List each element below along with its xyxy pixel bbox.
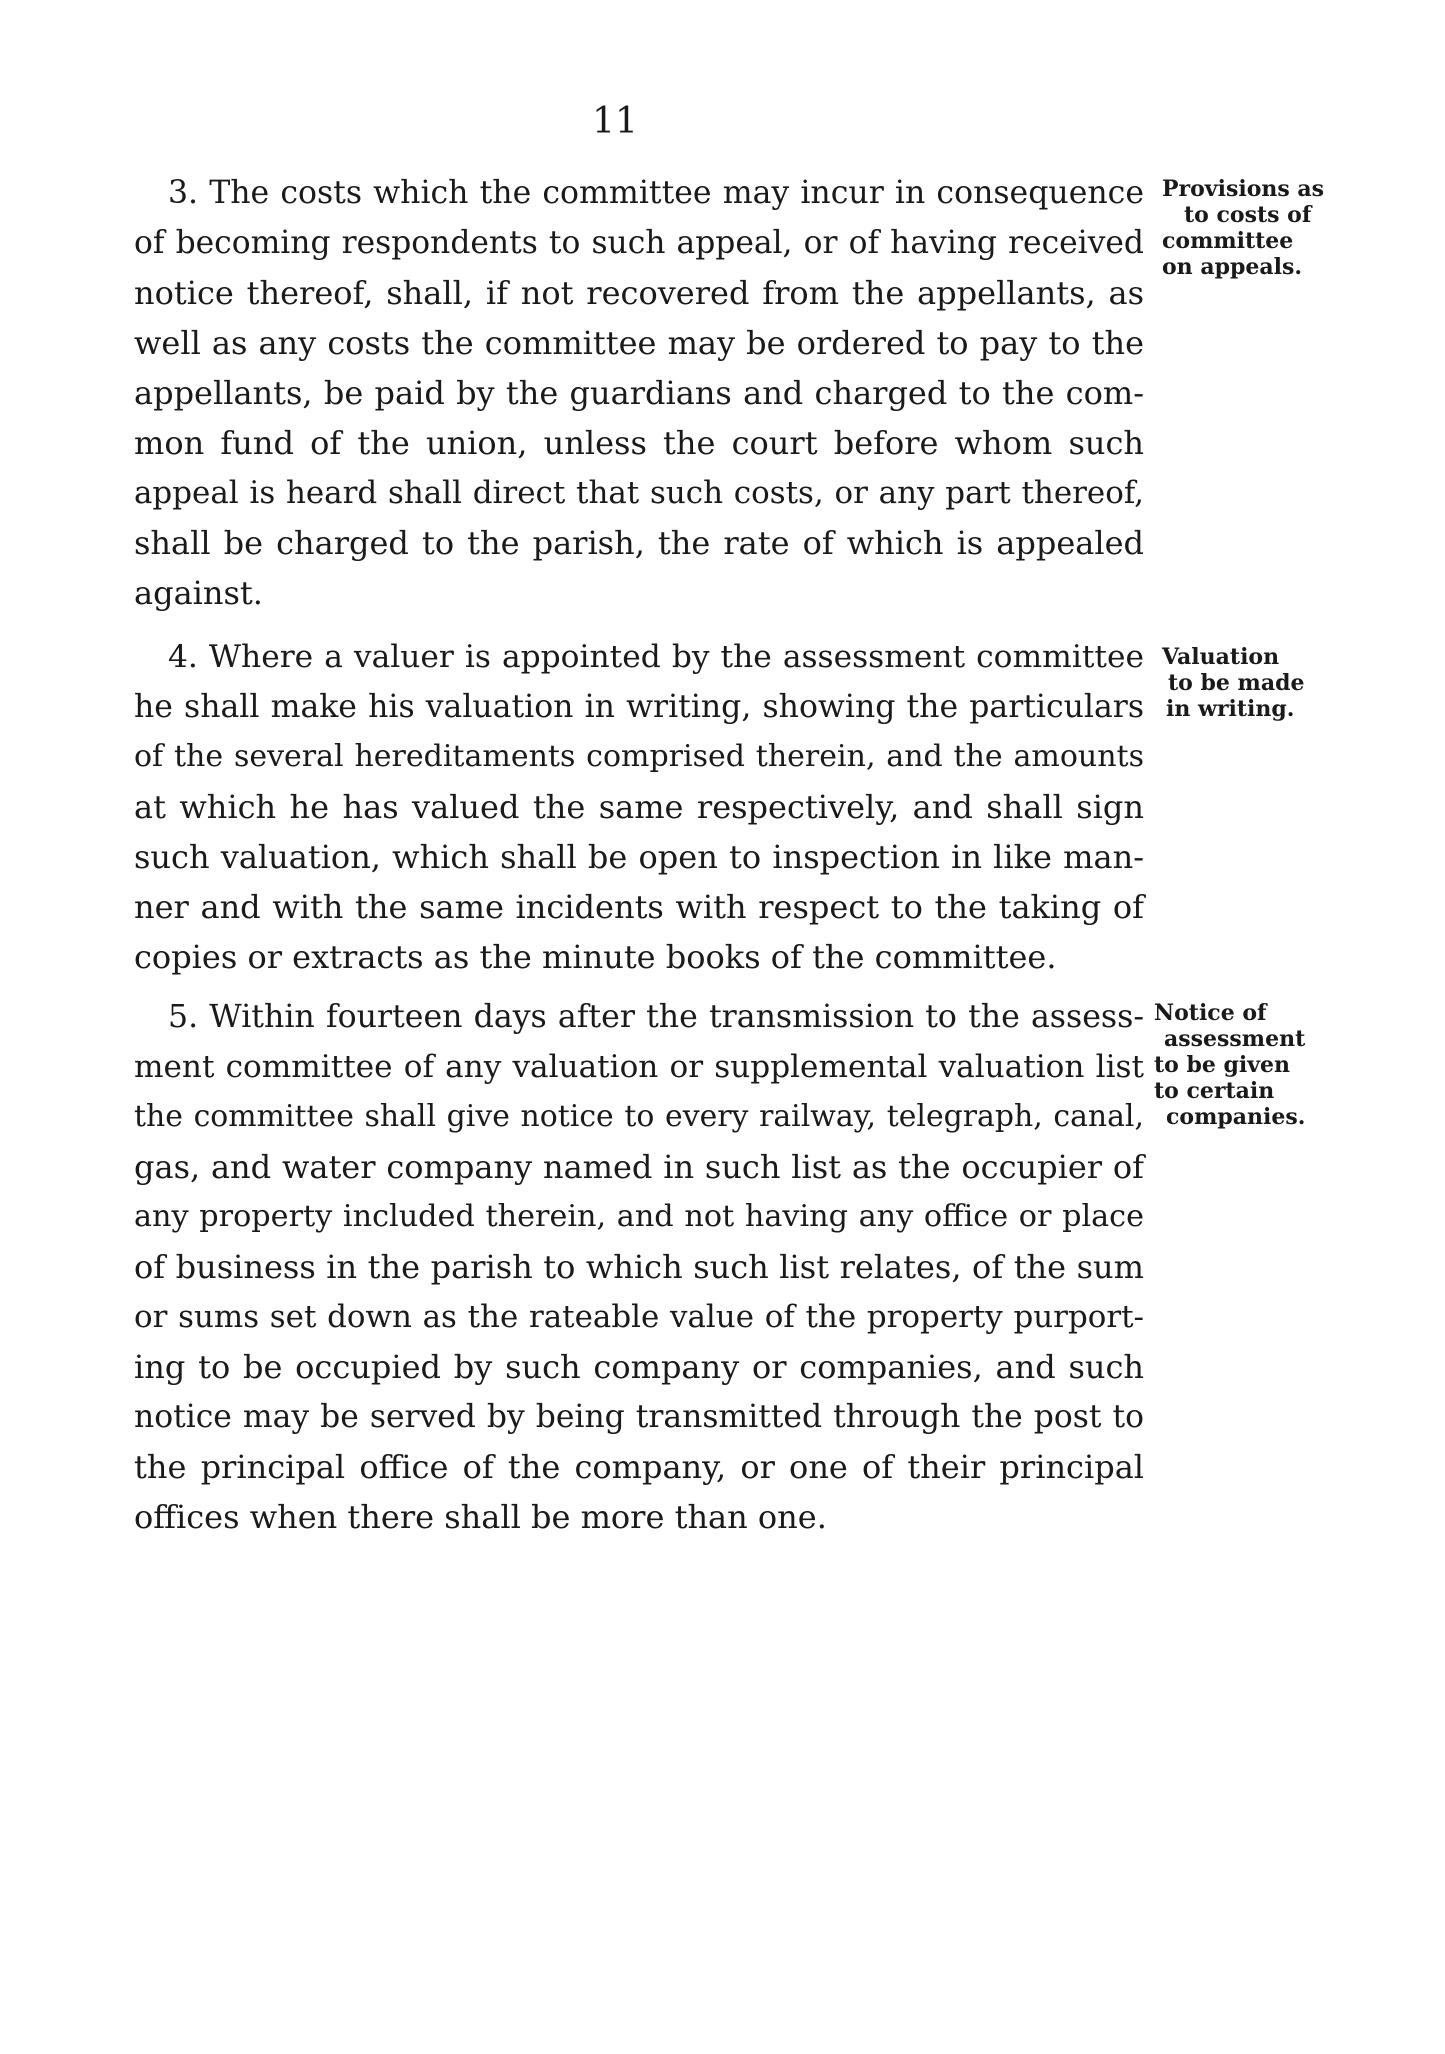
- text-line: ment committee of any valuation or supplemental valuation list: [134, 1049, 1144, 1085]
- text-line: well as any costs the committee may be ordered to pay to the: [134, 324, 1144, 362]
- text-line: against.: [134, 574, 263, 612]
- text-line: shall be charged to the parish, the rate of which is appealed: [134, 524, 1144, 562]
- text-line: appellants, be paid by the guardians and charged to the com-: [134, 374, 1144, 412]
- sidenote-line: committee: [1162, 228, 1294, 254]
- sidenote-line: on appeals.: [1162, 254, 1303, 280]
- text-line: the committee shall give notice to every railway, telegraph, canal,: [134, 1099, 1144, 1134]
- text-line: any property included therein, and not having any office or place: [134, 1199, 1144, 1234]
- sidenote-line: companies.: [1166, 1104, 1306, 1130]
- paragraph-3: [134, 168, 1144, 618]
- text-line: appeal is heard shall direct that such costs, or any part thereof,: [134, 475, 1144, 511]
- text-line: of business in the parish to which such list relates, of the sum: [134, 1248, 1144, 1286]
- text-line: offices when there shall be more than one.: [134, 1498, 827, 1536]
- text-line: ner and with the same incidents with respect to the taking of: [134, 888, 1144, 926]
- text-line: of becoming respondents to such appeal, or of having received: [134, 225, 1144, 261]
- paragraph-5: [134, 992, 1144, 1542]
- text-line: mon fund of the union, unless the court before whom such: [134, 424, 1144, 462]
- sidenote-valuation-in-writing: [1162, 644, 1304, 722]
- sidenote-line: Notice of: [1154, 1000, 1267, 1026]
- page-number: 11: [592, 101, 638, 142]
- text-line: the principal office of the company, or one of their principal: [134, 1448, 1144, 1486]
- sidenote-line: assessment: [1164, 1026, 1306, 1052]
- text-line: gas, and water company named in such list as the occupier of: [134, 1148, 1144, 1186]
- text-line: he shall make his valuation in writing, showing the particulars: [134, 689, 1144, 725]
- text-line: 3. The costs which the committee may incur in consequence: [168, 175, 1144, 211]
- text-line: notice thereof, shall, if not recovered from the appellants, as: [134, 274, 1144, 312]
- sidenote-line: Valuation: [1162, 644, 1280, 670]
- text-line: ing to be occupied by such company or companies, and such: [134, 1348, 1144, 1386]
- sidenote-line: to be given: [1154, 1052, 1291, 1078]
- sidenote-line: to be made: [1168, 670, 1305, 696]
- sidenote-line: Provisions as: [1162, 176, 1325, 202]
- sidenote-line: to certain: [1154, 1078, 1275, 1104]
- sidenote-line: in writing.: [1166, 696, 1295, 722]
- text-line: 4. Where a valuer is appointed by the assessment committee: [168, 639, 1144, 675]
- text-line: 5. Within fourteen days after the transmission to the assess-: [168, 999, 1144, 1035]
- sidenote-notice-to-companies: [1154, 1000, 1305, 1130]
- text-line: copies or extracts as the minute books of the committee.: [134, 938, 1057, 976]
- text-line: of the several hereditaments comprised therein, and the amounts: [134, 739, 1144, 774]
- sidenote-line: to costs of: [1184, 202, 1312, 228]
- paragraph-4: [134, 632, 1144, 982]
- text-line: or sums set down as the rateable value of the property purport-: [134, 1299, 1144, 1335]
- text-line: notice may be served by being transmitted through the post to: [134, 1399, 1144, 1435]
- text-line: at which he has valued the same respectively, and shall sign: [134, 788, 1144, 826]
- sidenote-costs-on-appeals: [1162, 176, 1324, 280]
- text-line: such valuation, which shall be open to inspection in like man-: [134, 838, 1144, 876]
